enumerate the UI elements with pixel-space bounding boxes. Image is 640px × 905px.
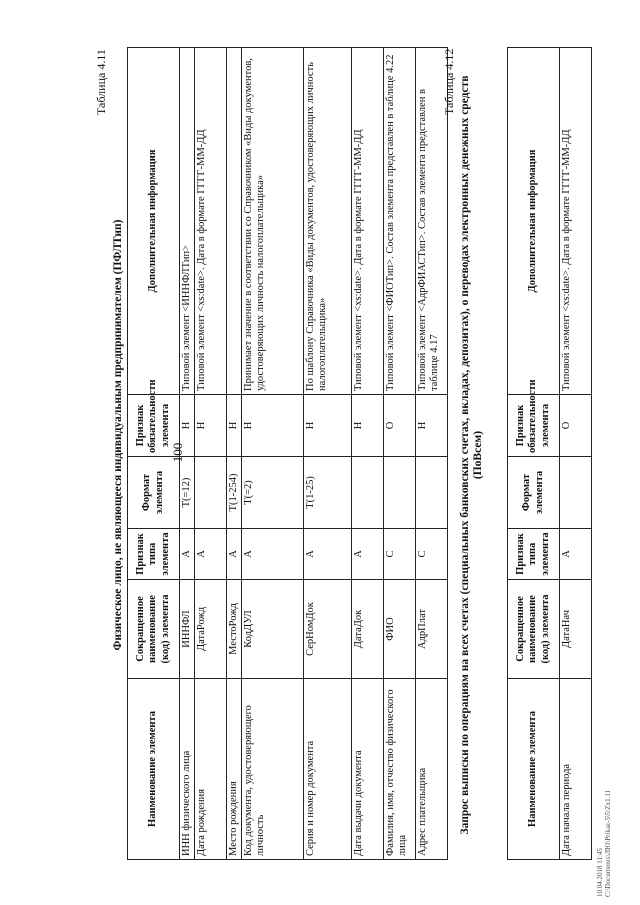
cell-required: Н (352, 395, 384, 457)
header-cell: Наименование элемента (508, 679, 560, 860)
table-row (304, 48, 352, 860)
cell-code: КодДУЛ (242, 580, 304, 679)
table-row (416, 48, 448, 860)
cell-info: Типовой элемент <ИННФЛТип> (180, 48, 195, 395)
table-label: Таблица 4.12 (442, 48, 456, 115)
cell-name: Адрес плательщика (416, 679, 448, 860)
table-header-row (508, 48, 560, 860)
cell-format: T(1-25) (304, 457, 352, 529)
cell-name: ИНН физического лица (180, 679, 195, 860)
header-cell: Признак типа элемента (128, 529, 180, 580)
cell-info: По шаблону Справочника «Виды документов, удостоверяющих личность налогоплательщика» (304, 48, 352, 395)
header-cell: Дополнительная информация (128, 48, 180, 395)
table-row (384, 48, 416, 860)
header-cell: Сокращенное наименование (код) элемента (508, 580, 560, 679)
header-cell: Признак типа элемента (508, 529, 560, 580)
element-table-4-11 (127, 47, 448, 860)
cell-info: Типовой элемент <АдрФИАСТип>. Состав элемента представлен в таблице 4.17 (416, 48, 448, 395)
cell-info: Типовой элемент <xs:date>. Дата в формате ГГГГ-ММ-ДД (560, 48, 592, 395)
header-cell: Сокращенное наименование (код) элемента (128, 580, 180, 679)
table-row (242, 48, 304, 860)
cell-required: Н (180, 395, 195, 457)
cell-name: Место рождения (227, 679, 242, 860)
cell-name: Дата начала периода (560, 679, 592, 860)
cell-required: О (560, 395, 592, 457)
cell-code: ИННФЛ (180, 580, 195, 679)
cell-type: С (416, 529, 448, 580)
cell-name: Дата выдачи документа (352, 679, 384, 860)
cell-name: Фамилия, имя, отчество физического лица (384, 679, 416, 860)
cell-format (352, 457, 384, 529)
cell-type: А (195, 529, 227, 580)
cell-name: Дата рождения (195, 679, 227, 860)
cell-required: Н (242, 395, 304, 457)
table-row (560, 48, 592, 860)
footer-path: C:\Documents\ЛЮ\Prikaz-5\5\Zx1.11 (604, 789, 613, 897)
cell-type: А (352, 529, 384, 580)
header-cell: Признак обязательности элемента (508, 395, 560, 457)
cell-required: Н (195, 395, 227, 457)
cell-info: Типовой элемент <xs:date>. Дата в формате ГГГГ-ММ-ДД (195, 48, 227, 395)
cell-type: А (304, 529, 352, 580)
cell-info: Принимает значение в соответствии со Справочником «Виды документов, удостоверяющих личность налогоплательщика» (242, 48, 304, 395)
cell-format: T(1-254) (227, 457, 242, 529)
footer-stamp (596, 790, 613, 897)
cell-info: Типовой элемент <xs:date>. Дата в формате ГГГГ-ММ-ДД (352, 48, 384, 395)
cell-type: А (227, 529, 242, 580)
cell-required: Н (227, 395, 242, 457)
cell-code: АдрПлат (416, 580, 448, 679)
cell-code: ДатаНач (560, 580, 592, 679)
cell-code: ДатаДок (352, 580, 384, 679)
cell-code: МестоРожд (227, 580, 242, 679)
cell-format: T(=12) (180, 457, 195, 529)
cell-info: Типовой элемент <ФИОТип>. Состав элемента представлен в таблице 4.22 (384, 48, 416, 395)
header-cell: Формат элемента (508, 457, 560, 529)
cell-name: Код документа, удостоверяющего личность (242, 679, 304, 860)
cell-code: ФИО (384, 580, 416, 679)
header-cell: Признак обязательности элемента (128, 395, 180, 457)
cell-format (416, 457, 448, 529)
cell-name: Серия и номер документа (304, 679, 352, 860)
cell-code: СерНомДок (304, 580, 352, 679)
table-row (195, 48, 227, 860)
cell-format: T(=2) (242, 457, 304, 529)
table-caption: Физическое лицо, не являющееся индивидуальным предпринимателем (ПФЛТип) (112, 219, 124, 651)
page-number: 100 (170, 442, 185, 463)
header-cell: Наименование элемента (128, 679, 180, 860)
cell-format (384, 457, 416, 529)
cell-format (195, 457, 227, 529)
cell-required: О (384, 395, 416, 457)
cell-type: А (242, 529, 304, 580)
cell-required: Н (416, 395, 448, 457)
cell-type: А (180, 529, 195, 580)
table-row (227, 48, 242, 860)
table-row (180, 48, 195, 860)
table-header-row (128, 48, 180, 860)
header-cell: Дополнительная информация (508, 48, 560, 395)
cell-format (560, 457, 592, 529)
header-cell: Формат элемента (128, 457, 180, 529)
table-caption: Запрос выписки по операциям на всех счетах (специальных банковских счетах, вкладах, депозитах), о переводах электронных денежных средств (ПоВсем) (459, 75, 485, 835)
cell-type: А (560, 529, 592, 580)
element-table-4-12 (507, 47, 592, 860)
cell-info (227, 48, 242, 395)
table-row (352, 48, 384, 860)
cell-code: ДатаРожд (195, 580, 227, 679)
cell-type: С (384, 529, 416, 580)
table-label: Таблица 4.11 (94, 49, 108, 115)
footer-date: 10.04.2018 11:45 (596, 848, 604, 897)
cell-required: Н (304, 395, 352, 457)
